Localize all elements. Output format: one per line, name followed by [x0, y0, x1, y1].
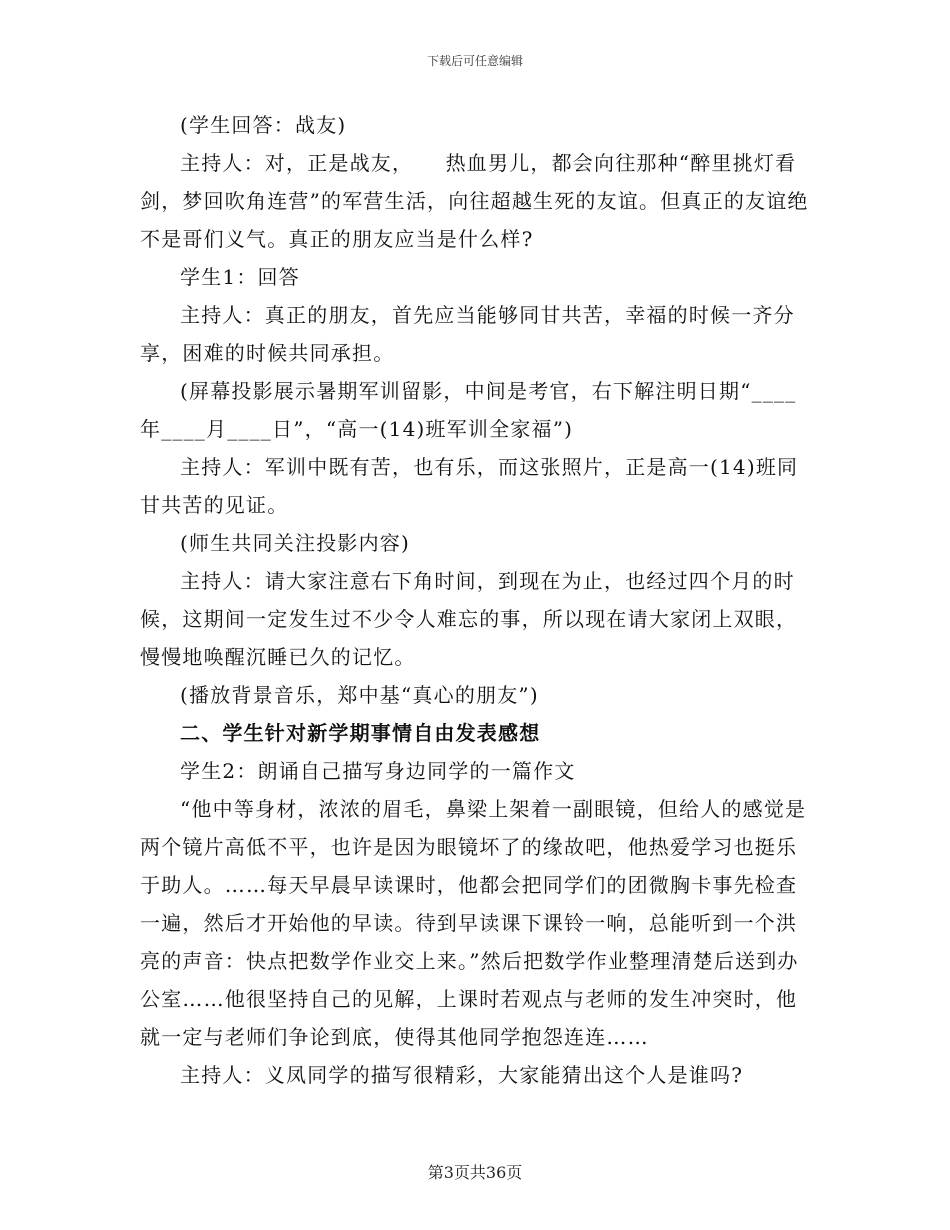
paragraph-host-guess: 主持人：义凤同学的描写很精彩，大家能猜出这个人是谁吗? [180, 1063, 744, 1087]
paragraph-student2: 学生2：朗诵自己描写身边同学的一篇作文 [180, 759, 576, 783]
paragraph-essay-quote: “他中等身材，浓浓的眉毛，鼻梁上架着一副眼镜，但给人的感觉是两个镜片高低不平，也许是因为眼镜坏了的缘故吧，他热爱学习也挺乐于助人。……每天早晨早读课时，他都会把同学们的团微胸卡事先检查一遍，然后才开始他的早读。待到早读课下课铃一响，总能听到一个洪亮的声音：快点把数学作业交上来。”然后把数学作业整理清楚后送到办公室……他很坚持自己的见解，上课时若观点与老师的发生冲突时，他就一定与老师们争论到底，使得其他同学抱怨连连…… [140, 797, 807, 1049]
paragraph-host-true-friend: 主持人：真正的朋友，首先应当能够同甘共苦，幸福的时候一齐分享，困难的时候共同承担。 [140, 303, 795, 365]
paragraph-host-comrade: 主持人：对，正是战友， 热血男儿，都会向往那种“醉里挑灯看剑，梦回吹角连营”的军营生活，向往超越生死的友谊。但真正的友谊绝不是哥们义气。真正的朋友应当是什么样? [140, 151, 809, 251]
paragraph-screen-projection: (屏幕投影展示暑期军训留影，中间是考官，右下解注明日期“____年____月____日”，“高一(14)班军训全家福”) [140, 379, 797, 441]
paragraph-student1: 学生1：回答 [180, 265, 300, 289]
page-footer: 第3页共36页 [427, 1163, 523, 1182]
paragraph-attention-projection: (师生共同关注投影内容) [180, 531, 411, 555]
document-body [140, 106, 810, 1094]
paragraph-student-answer: (学生回答：战友) [180, 113, 347, 137]
paragraph-host-memories: 主持人：请大家注意右下角时间，到现在为止，也经过四个月的时候，这期间一定发生过不少令人难忘的事，所以现在请大家闭上双眼，慢慢地唤醒沉睡已久的记忆。 [140, 569, 798, 669]
paragraph-host-military-training: 主持人：军训中既有苦，也有乐，而这张照片，正是高一(14)班同甘共苦的见证。 [140, 455, 799, 517]
paragraph-background-music: (播放背景音乐，郑中基“真心的朋友”) [180, 683, 539, 707]
section-heading: 二、学生针对新学期事情自由发表感想 [180, 721, 541, 745]
page-header: 下载后可任意编辑 [426, 54, 523, 68]
